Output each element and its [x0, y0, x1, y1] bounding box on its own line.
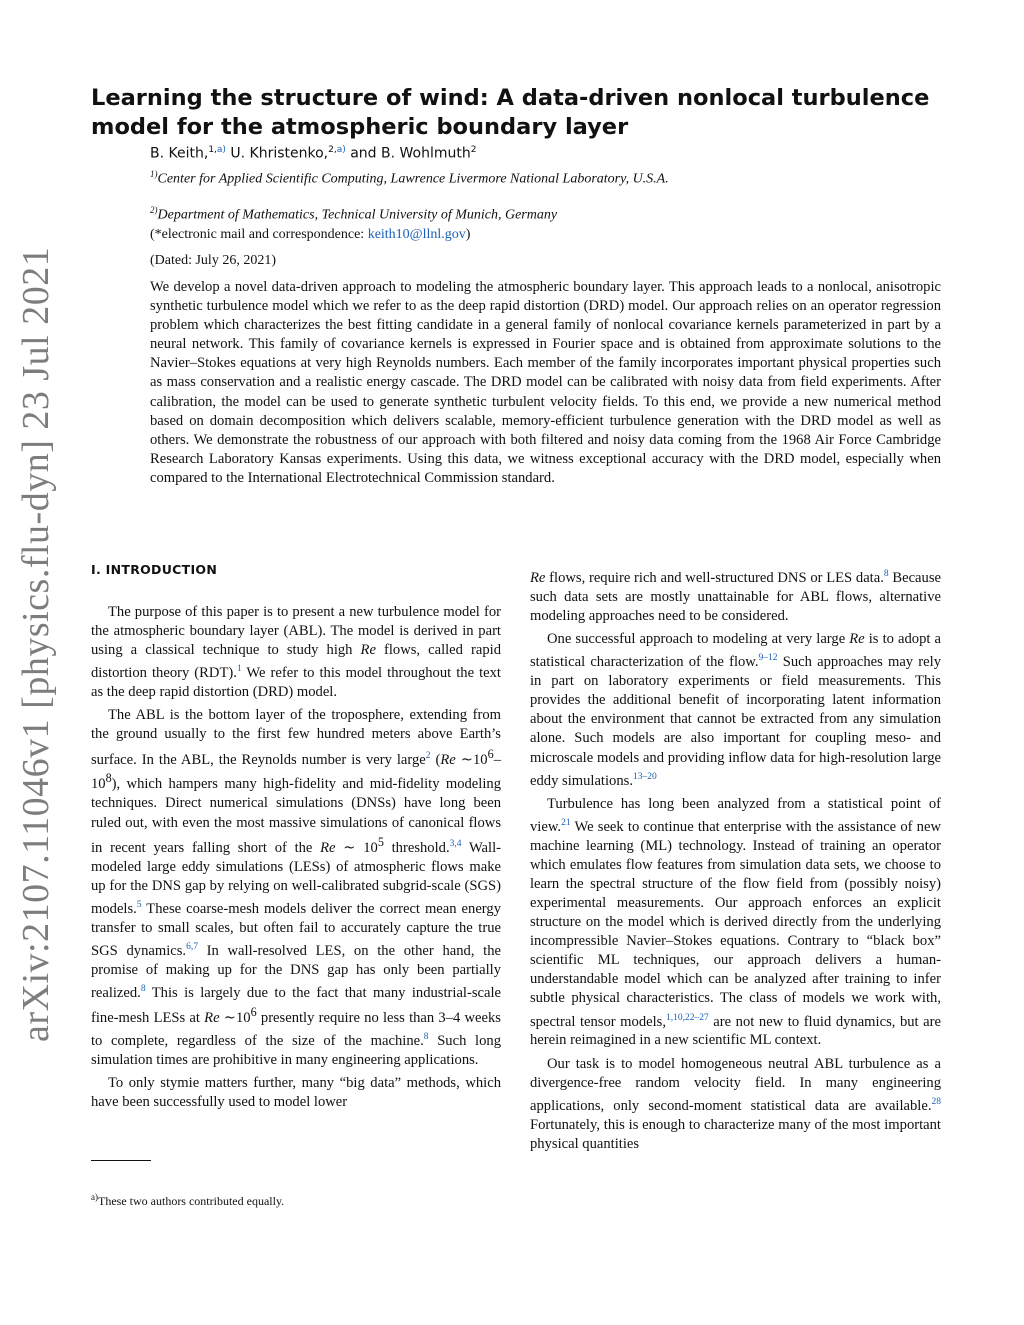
author-khristenko-affil: 2,	[328, 145, 337, 155]
author-wohlmuth: and B. Wohlmuth	[350, 145, 471, 162]
left-paragraph-3: To only stymie matters further, many “big data” methods, which have been successfully used to model lower	[91, 1074, 501, 1110]
author-keith-affil: 1,	[208, 145, 217, 155]
right-paragraph-1: Re flows, require rich and well-structured DNS or LES data.$^8$ Because such data sets are mostly unattainable for ABL flows, alternative modeling approaches need to be considered.	[530, 569, 941, 625]
right-paragraph-3: Turbulence has long been analyzed from a statistical point of view.$^{21}$ We seek to continue that enterprise with the assistance of new machine learning (ML) technology. Instead of training an operator which emulates flow features from simulation data sets, we choose to learn the spectral structure of the flow field from (possibly noisy) experimental measurements. Our approach enforces an explicit structure on the model which is derived directly from the underlying incompressible Navier–Stokes equations. Contrary to “black box” scientific ML techniques, our approach delivers a human-understandable model which can be analyzed after training to infer subtle physical characteristics. The class of models we work with, spectral tensor models,$^{1,10,22-27}$ are not new to fluid dynamics, but are herein reimagined in a new scientific ML context.	[530, 795, 941, 1049]
citation-link[interactable]: 8	[423, 1031, 429, 1042]
footnote	[91, 1192, 284, 1209]
author-keith-note[interactable]: a)	[216, 145, 226, 155]
arxiv-stamp: arXiv:2107.11046v1 [physics.flu-dyn] 23 Jul 2021	[15, 246, 57, 1042]
email-link[interactable]: keith10@llnl.gov	[367, 227, 466, 242]
citation-link[interactable]: 28	[931, 1096, 941, 1107]
citation-link[interactable]: 13–20	[632, 771, 657, 782]
citation-link[interactable]: 2	[425, 750, 431, 761]
footnote-rule	[91, 1160, 151, 1161]
citation-link[interactable]: 8	[140, 983, 146, 994]
footnote-mark: a)	[91, 1192, 98, 1202]
author-khristenko-note[interactable]: a)	[336, 145, 346, 155]
author-wohlmuth-affil: 2	[470, 145, 477, 155]
citation-link[interactable]: 1	[236, 664, 242, 675]
affiliation-2-mark: 2)	[150, 205, 158, 215]
correspondence-suffix: )	[465, 227, 471, 242]
correspondence-prefix: (*electronic mail and correspondence:	[150, 227, 368, 242]
footnote-text: These two authors contributed equally.	[98, 1194, 285, 1208]
paper-title: Learning the structure of wind: A data-driven nonlocal turbulence model for the atmospheric boundary layer	[91, 85, 930, 140]
affiliation-2	[150, 201, 790, 225]
dated-line: (Dated: July 26, 2021)	[150, 253, 276, 268]
citation-link[interactable]: 6,7	[186, 941, 198, 952]
correspondence	[150, 227, 470, 243]
section-heading-introduction: I. INTRODUCTION	[91, 562, 218, 577]
abstract: We develop a novel data-driven approach to modeling the atmospheric boundary layer. This approach leads to a nonlocal, anisotropic synthetic turbulence model which we refer to as the deep rapid distortion (DRD) model. Our approach relies on an operator regression problem which characterizes the best fitting candidate in a general family of nonlocal covariance kernels parameterized in part by a neural network. This family of covariance kernels is expressed in Fourier space and is obtained from approximate solutions to the Navier–Stokes equations at very high Reynolds numbers. Each member of the family incorporates important physical properties such as mass conservation and a realistic energy cascade. The DRD model can be calibrated with noisy data from field experiments. After calibration, the model can be used to generate synthetic turbulent velocity fields. To this end, we provide a new numerical method based on domain decomposition which delivers scalable, memory-efficient turbulence generation with the DRD model as well as others. We demonstrate the robustness of our approach with both filtered and noisy data coming from the 1968 Air Force Cambridge Research Laboratory Kansas experiments. Using this data, we witness exceptional accuracy with the DRD model, especially when compared to the International Electrotechnical Commission standard.	[150, 279, 941, 486]
affiliation-1-mark: 1)	[150, 169, 158, 179]
citation-link[interactable]: 3,4	[449, 838, 462, 849]
citation-link[interactable]: 1,10,22–27	[665, 1012, 709, 1023]
author-khristenko: U. Khristenko,	[230, 145, 329, 162]
left-column	[91, 603, 501, 1112]
left-paragraph-2: The ABL is the bottom layer of the troposphere, extending from the ground usually to the first few hundred meters above Earth’s surface. In the ABL, the Reynolds number is very large$^2$ (Re $\sim 10^6-10^8$), which hampers many high-fidelity and mid-fidelity modeling techniques. Direct numerical simulations (DNSs) have long been ruled out, with even the most massive simulations of canonical flows in recent years falling short of the Re ∼ $10^5$ threshold.$^{3,4}$ Wall-modeled large eddy simulations (LESs) of atmospheric flows make up for the DNS gap by relying on well-calibrated subgrid-scale (SGS) models.$^5$ These coarse-mesh models deliver the correct mean energy transfer to small scales, but often fail to accurately capture the true SGS dynamics.$^{6,7}$ In wall-resolved LES, on the other hand, the promise of making up for the DNS gap has only been partially realized.$^8$ This is largely due to the fact that many industrial-scale fine-mesh LESs at Re $\sim 10^6$ presently require no less than 3–4 weeks to complete, regardless of the size of the machine.$^8$ Such long simulation times are prohibitive in many engineering applications.	[91, 707, 501, 1068]
author-list	[150, 145, 476, 162]
citation-link[interactable]: 8	[883, 569, 889, 579]
citation-link[interactable]: 5	[136, 899, 142, 910]
affiliation-1-text: Center for Applied Scientific Computing, Lawrence Livermore National Laboratory, U.S.A.	[157, 171, 669, 187]
right-column	[530, 565, 941, 1154]
citation-link[interactable]: 21	[561, 817, 571, 828]
citation-link[interactable]: 9–12	[758, 653, 778, 664]
left-paragraph-1: The purpose of this paper is to present a new turbulence model for the atmospheric boundary layer (ABL). The model is derived in part using a classical technique to study high Re flows, called rapid distortion theory (RDT).$^1$ We refer to this model throughout the text as the deep rapid distortion (DRD) model.	[91, 604, 501, 701]
right-paragraph-2: One successful approach to modeling at very large Re is to adopt a statistical characterization of the flow.$^{9-12}$ Such approaches may rely in part on laboratory experiments or field measurements. This provides the additional benefit of incorporating latent information about the environment that cannot be extracted from any simulation alone. Such models are also important for coupling meso- and microscale models and providing inflow data for high-resolution large eddy simulations.$^{13-20}$	[530, 631, 941, 789]
affiliation-1	[150, 165, 790, 189]
affiliation-2-text: Department of Mathematics, Technical University of Munich, Germany	[157, 207, 558, 223]
right-paragraph-4: Our task is to model homogeneous neutral ABL turbulence as a divergence-free random velocity field. In many engineering applications, only second-moment statistical data are available.$^{28}$ Fortunately, this is enough to characterize many of the most important physical quantities	[530, 1055, 941, 1152]
author-keith: B. Keith,	[150, 145, 209, 162]
